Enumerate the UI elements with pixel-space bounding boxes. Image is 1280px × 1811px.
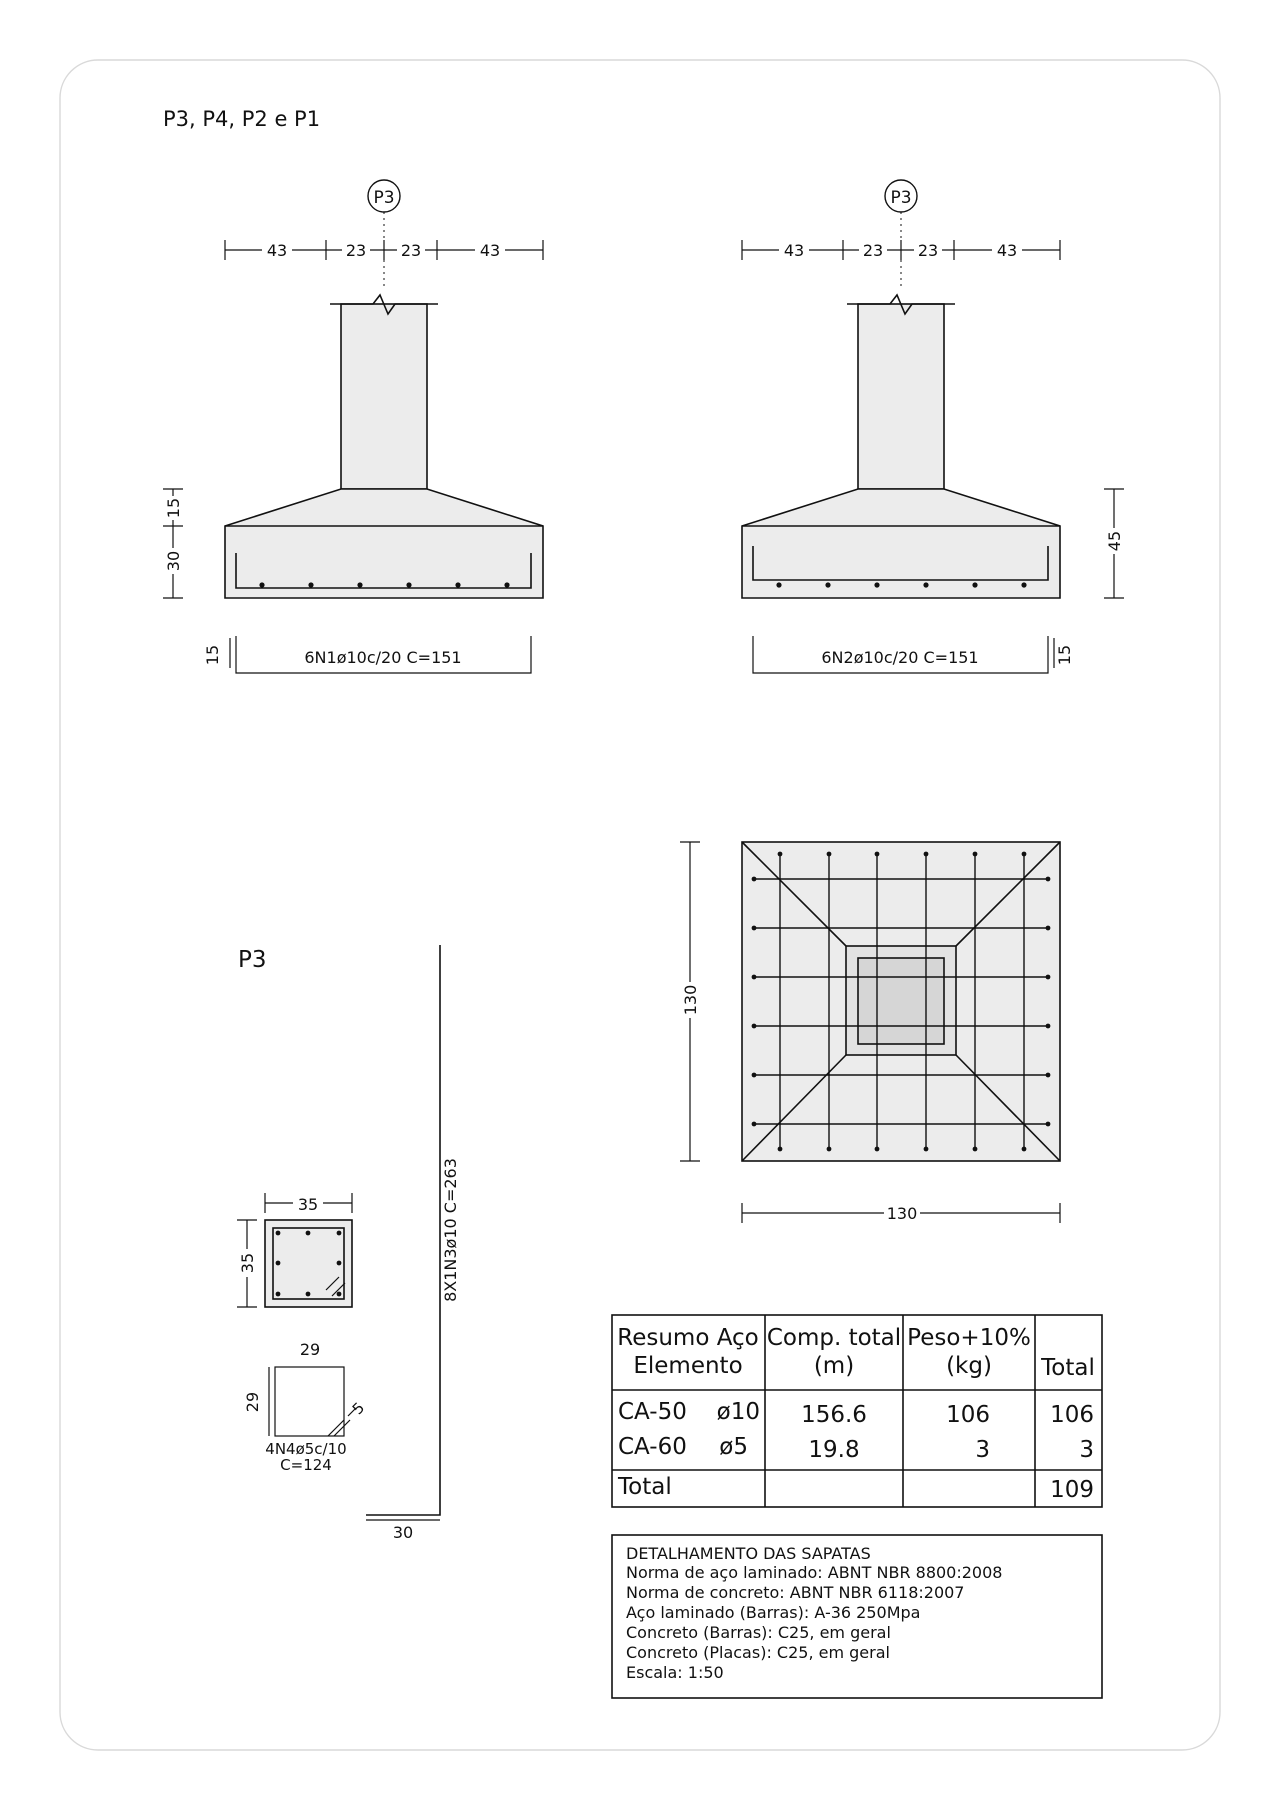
header-resumo: Resumo Aço: [617, 1325, 759, 1351]
top-dim-4: 43: [479, 241, 501, 260]
sheet-title: P3, P4, P2 e P1: [163, 107, 321, 131]
stirrup-length: C=124: [280, 1456, 332, 1474]
header-elemento: Elemento: [633, 1353, 743, 1379]
row2-weight: 3: [975, 1437, 990, 1463]
section-width-dim: 35: [297, 1195, 319, 1214]
top-dim-4: 43: [996, 241, 1018, 260]
long-bar-foot-dim: 30: [392, 1523, 414, 1542]
header-peso-unit: (kg): [946, 1353, 992, 1379]
top-dim-1: 43: [783, 241, 805, 260]
stirrup-height-dim: 29: [243, 1391, 262, 1413]
top-dim-2: 23: [345, 241, 367, 260]
header-total: Total: [1041, 1355, 1095, 1381]
plan-width-dim: 130: [886, 1204, 918, 1223]
top-dim-2: 23: [862, 241, 884, 260]
stirrup-width-dim: 29: [299, 1340, 321, 1359]
header-comp-unit: (m): [813, 1353, 855, 1379]
plan-height-dim: 130: [681, 984, 700, 1016]
notes-line: Escala: 1:50: [626, 1663, 724, 1682]
notes-title: DETALHAMENTO DAS SAPATAS: [626, 1544, 871, 1563]
row1-steel: CA-50: [618, 1399, 687, 1425]
long-bar-label: 8X1N3ø10 C=263: [441, 1158, 460, 1302]
row2-total: 3: [1079, 1437, 1094, 1463]
top-dim-1: 43: [266, 241, 288, 260]
plan-column: [858, 958, 944, 1044]
row2-length: 19.8: [808, 1437, 860, 1463]
bar-label: 6N1ø10c/20 C=151: [304, 648, 462, 667]
row2-steel: CA-60: [618, 1434, 687, 1460]
column-stub: [858, 304, 944, 489]
bar-label: 6N2ø10c/20 C=151: [821, 648, 979, 667]
column-detail-title: P3: [238, 947, 267, 973]
column-stub: [341, 304, 427, 489]
height-dim-bottom: 30: [164, 550, 183, 572]
row1-diameter: ø10: [716, 1399, 760, 1425]
header-peso: Peso+10%: [907, 1325, 1031, 1351]
top-dim-3: 23: [917, 241, 939, 260]
stirrup-label: 4N4ø5c/10: [265, 1440, 347, 1458]
total-label: Total: [618, 1474, 672, 1500]
row2-diameter: ø5: [719, 1434, 748, 1460]
row1-total: 106: [1050, 1402, 1094, 1428]
header-comp: Comp. total: [766, 1325, 902, 1351]
row1-length: 156.6: [801, 1402, 867, 1428]
notes-line: Norma de concreto: ABNT NBR 6118:2007: [626, 1583, 965, 1602]
grand-total: 109: [1050, 1477, 1094, 1503]
height-dim: 45: [1105, 530, 1124, 552]
bar-hook-dim: 15: [203, 644, 222, 666]
top-dim-3: 23: [400, 241, 422, 260]
pillar-tag: P3: [890, 188, 912, 208]
notes-line: Concreto (Placas): C25, em geral: [626, 1643, 890, 1662]
height-dim-top: 15: [164, 497, 183, 519]
bar-hook-dim: 15: [1055, 644, 1074, 666]
notes-line: Aço laminado (Barras): A-36 250Mpa: [626, 1603, 921, 1622]
notes-line: Norma de aço laminado: ABNT NBR 8800:2008: [626, 1563, 1003, 1582]
stirrup-hook-dim: 5: [348, 1398, 369, 1419]
pillar-tag: P3: [373, 188, 395, 208]
row1-weight: 106: [946, 1402, 990, 1428]
notes-line: Concreto (Barras): C25, em geral: [626, 1623, 891, 1642]
section-height-dim: 35: [238, 1252, 257, 1274]
